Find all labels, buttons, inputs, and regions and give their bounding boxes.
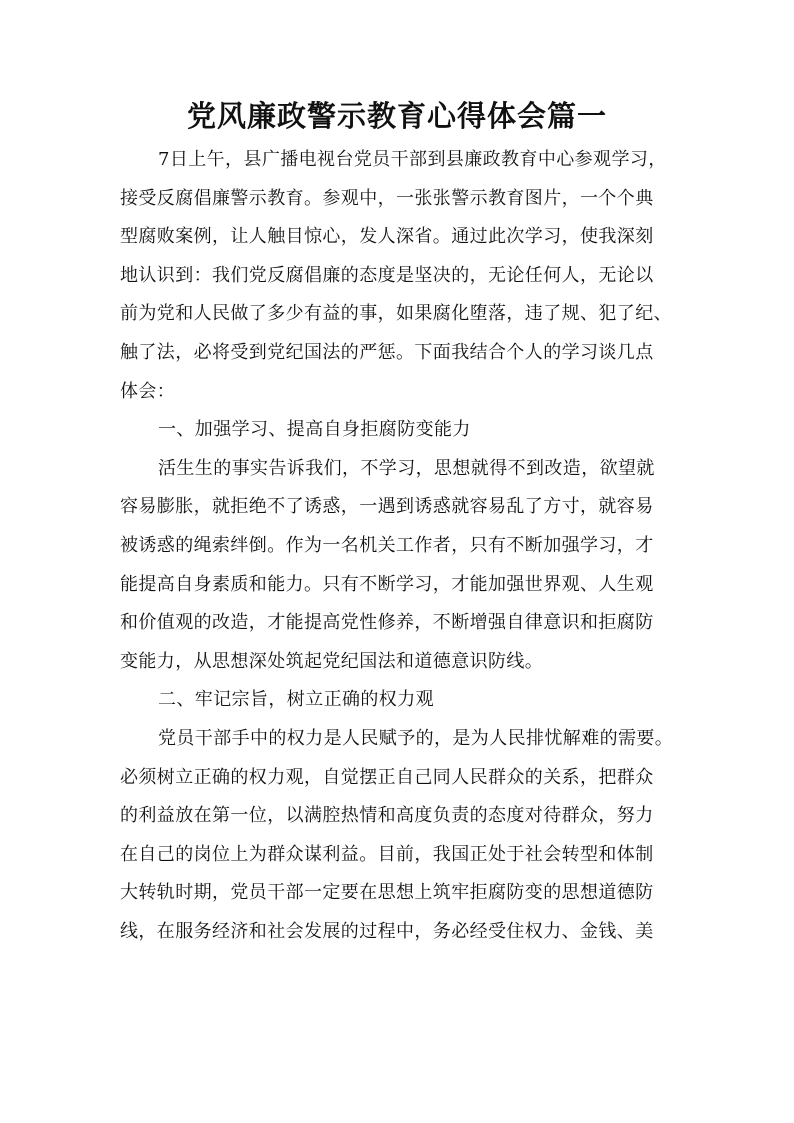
text-line: 活生生的事实告诉我们，不学习，思想就得不到改造，欲望就 — [158, 457, 655, 479]
text-line: 的利益放在第一位，以满腔热情和高度负责的态度对待群众，努力 — [120, 805, 654, 827]
text-line: 被诱惑的绳索绊倒。作为一名机关工作者，只有不断加强学习，才 — [120, 534, 654, 556]
text-line: 容易膨胀，就拒绝不了诱惑，一遇到诱惑就容易乱了方寸，就容易 — [120, 496, 654, 518]
text-line: 变能力，从思想深处筑起党纪国法和道德意识防线。 — [120, 650, 544, 672]
text-line: 和价值观的改造，才能提高党性修养，不断增强自律意识和拒腐防 — [120, 612, 654, 634]
text-line: 型腐败案例，让人触目惊心，发人深省。通过此次学习，使我深刻 — [120, 226, 654, 248]
text-line: 党员干部手中的权力是人民赋予的，是为人民排忧解难的需要。 — [158, 727, 674, 749]
text-line: 体会： — [120, 380, 176, 402]
text-line: 前为党和人民做了多少有益的事，如果腐化堕落，违了规、犯了纪、 — [120, 303, 672, 325]
text-line: 接受反腐倡廉警示教育。参观中，一张张警示教育图片，一个个典 — [120, 187, 654, 209]
text-line: 大转轨时期，党员干部一定要在思想上筑牢拒腐防变的思想道德防 — [120, 882, 654, 904]
text-line: 二、牢记宗旨，树立正确的权力观 — [158, 689, 434, 711]
document-body — [120, 141, 674, 951]
text-line: 7日上午，县广播电视台党员干部到县廉政教育中心参观学习， — [158, 149, 667, 170]
text-line: 必须树立正确的权力观，自觉摆正自己同人民群众的关系，把群众 — [120, 766, 654, 788]
text-line: 触了法，必将受到党纪国法的严惩。下面我结合个人的学习谈几点 — [120, 341, 654, 363]
text-line: 能提高自身素质和能力。只有不断学习，才能加强世界观、人生观 — [120, 573, 654, 595]
text-line: 在自己的岗位上为群众谋利益。目前，我国正处于社会转型和体制 — [120, 843, 654, 865]
text-line: 地认识到：我们党反腐倡廉的态度是坚决的，无论任何人，无论以 — [120, 264, 654, 286]
text-line: 一、加强学习、提高自身拒腐防变能力 — [158, 419, 471, 441]
document-title: 党风廉政警示教育心得体会篇一 — [186, 99, 607, 133]
text-line: 线，在服务经济和社会发展的过程中，务必经受住权力、金钱、美 — [120, 920, 654, 942]
